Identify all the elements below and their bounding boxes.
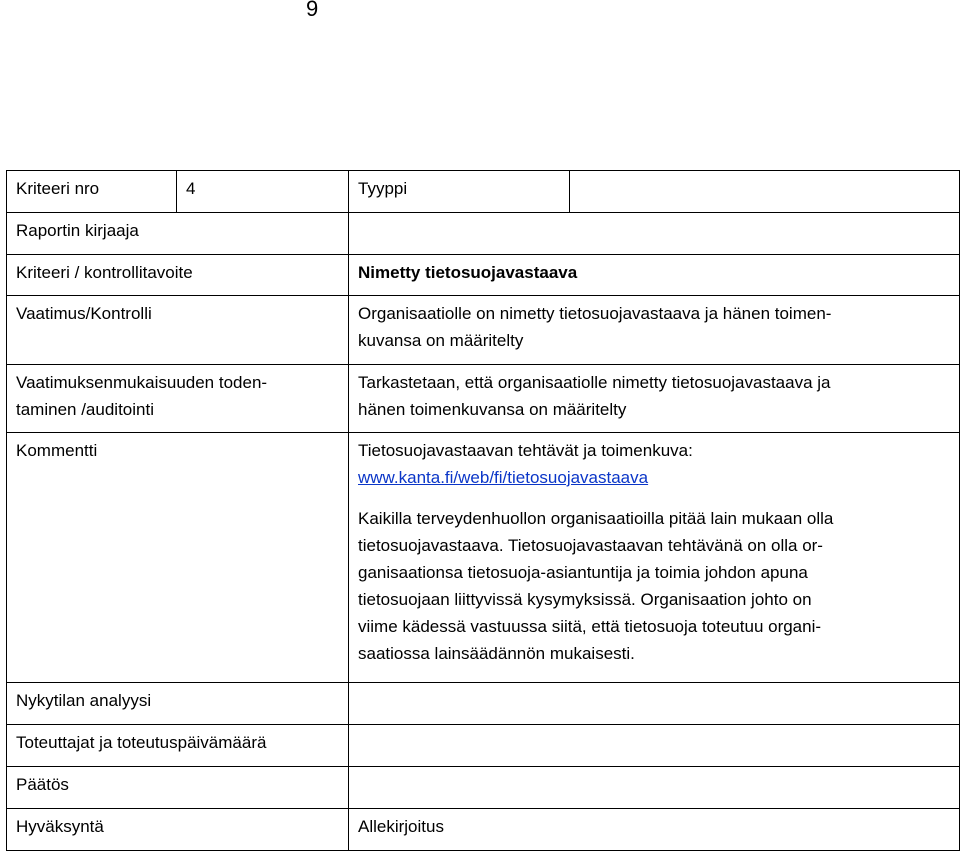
kriteeri-value: Nimetty tietosuojavastaava (349, 255, 960, 296)
kriteeri-nro-label: Kriteeri nro (7, 171, 177, 213)
kommentti-line: tietosuojavastaava. Tietosuojavastaavan tehtävänä on olla or- (358, 536, 823, 555)
row-kriteeri-nro (7, 171, 960, 213)
toteuttajat-value (349, 725, 960, 767)
row-nykytilan-analyysi (7, 683, 960, 725)
kommentti-value (349, 433, 960, 683)
kommentti-intro: Tietosuojavastaavan tehtävät ja toimenkuva: (358, 441, 693, 460)
vaatimuksenmukaisuus-label-line-2: taminen /auditointi (16, 400, 154, 419)
paatos-label: Päätös (7, 767, 349, 809)
vaatimuksenmukaisuus-value-line-1: Tarkastetaan, että organisaatiolle nimetty tietosuojavastaava ja (358, 373, 831, 392)
row-hyvaksynta (7, 809, 960, 851)
kanta-link[interactable]: www.kanta.fi/web/fi/tietosuojavastaava (358, 468, 649, 487)
row-raportin-kirjaaja (7, 213, 960, 255)
nykytilan-analyysi-label: Nykytilan analyysi (7, 683, 349, 725)
kriteeri-label: Kriteeri / kontrollitavoite (7, 255, 349, 296)
vaatimus-value-line-2: kuvansa on määritelty (358, 331, 524, 350)
vaatimuksenmukaisuus-value-line-2: hänen toimenkuvansa on määritelty (358, 400, 627, 419)
toteuttajat-label: Toteuttajat ja toteutuspäivämäärä (7, 725, 349, 767)
allekirjoitus-label: Allekirjoitus (349, 809, 960, 851)
kommentti-line: Kaikilla terveydenhuollon organisaatioilla pitää lain mukaan olla (358, 509, 834, 528)
nykytilan-analyysi-value (349, 683, 960, 725)
row-paatos (7, 767, 960, 809)
row-vaatimus (7, 296, 960, 365)
tyyppi-label: Tyyppi (349, 171, 570, 213)
page-number: 9 (306, 0, 319, 21)
row-kriteeri (7, 255, 960, 296)
kommentti-line: saatiossa lainsäädännön mukaisesti. (358, 644, 635, 663)
vaatimuksenmukaisuus-value (349, 365, 960, 433)
tyyppi-value (570, 171, 960, 213)
vaatimuksenmukaisuus-label (7, 365, 349, 433)
row-kommentti (7, 433, 960, 683)
paatos-value (349, 767, 960, 809)
kommentti-line: tietosuojaan liittyvissä kysymyksissä. Organisaation johto on (358, 590, 812, 609)
row-vaatimuksenmukaisuus (7, 365, 960, 433)
raportin-kirjaaja-value (349, 213, 960, 255)
criteria-form-table (6, 170, 960, 851)
kommentti-label: Kommentti (7, 433, 349, 683)
vaatimus-label: Vaatimus/Kontrolli (7, 296, 349, 365)
vaatimuksenmukaisuus-label-line-1: Vaatimuksenmukaisuuden toden- (16, 373, 268, 392)
row-toteuttajat (7, 725, 960, 767)
vaatimus-value-line-1: Organisaatiolle on nimetty tietosuojavastaava ja hänen toimen- (358, 304, 832, 323)
vaatimus-value (349, 296, 960, 365)
kommentti-line: viime kädessä vastuussa siitä, että tietosuoja toteutuu organi- (358, 617, 822, 636)
hyvaksynta-label: Hyväksyntä (7, 809, 349, 851)
kriteeri-nro-value: 4 (177, 171, 349, 213)
raportin-kirjaaja-label: Raportin kirjaaja (7, 213, 349, 255)
kommentti-line: ganisaationsa tietosuoja-asiantuntija ja toimia johdon apuna (358, 563, 808, 582)
kommentti-paragraph (358, 505, 950, 667)
